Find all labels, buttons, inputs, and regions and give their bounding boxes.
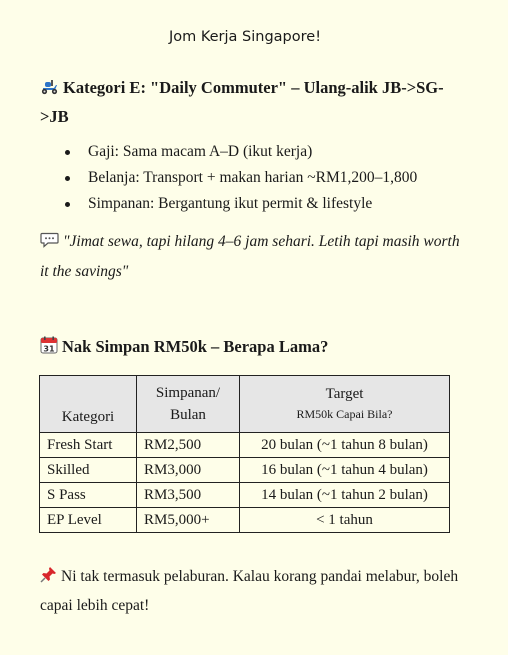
header-simpanan-line1: Simpanan/ <box>155 385 221 401</box>
header-target <box>240 376 450 433</box>
category-e-title: Kategori E: "Daily Commuter" – Ulang-alik JB->SG->JB <box>40 78 444 126</box>
footnote-text: Ni tak termasuk pelaburan. Kalau korang pandai melabur, boleh capai lebih cepat! <box>40 568 459 614</box>
header-simpanan <box>137 376 240 433</box>
table-row <box>40 433 450 458</box>
cell-target: 20 bulan (~1 tahun 8 bulan) <box>240 433 450 458</box>
cell-kategori: EP Level <box>40 508 137 533</box>
svg-text:31: 31 <box>43 344 55 354</box>
category-e-list <box>40 139 417 217</box>
cell-simpanan: RM5,000+ <box>137 508 240 533</box>
footnote <box>40 563 460 619</box>
header-target-label: Target <box>325 386 364 402</box>
list-item: Simpanan: Bergantung ikut permit & lifestyle <box>40 191 417 217</box>
scooter-icon <box>40 76 59 103</box>
cell-kategori: S Pass <box>40 483 137 508</box>
quote-text: "Jimat sewa, tapi hilang 4–6 jam sehari. Letih tapi masih worth it the savings" <box>40 233 460 280</box>
cell-target: 16 bulan (~1 tahun 4 bulan) <box>240 458 450 483</box>
savings-title: Nak Simpan RM50k – Berapa Lama? <box>62 337 329 356</box>
speech-bubble-icon <box>40 230 59 258</box>
savings-table <box>39 375 450 533</box>
page-header: Jom Kerja Singapore! <box>168 29 322 45</box>
category-e-heading <box>40 74 460 130</box>
cell-simpanan: RM2,500 <box>137 433 240 458</box>
table-header-row <box>40 376 450 433</box>
header-simpanan-line2: Bulan <box>170 407 206 423</box>
cell-kategori: Fresh Start <box>40 433 137 458</box>
cell-target: < 1 tahun <box>240 508 450 533</box>
calendar-icon <box>40 335 58 362</box>
header-target-sub: RM50k Capai Bila? <box>296 407 393 421</box>
table-row <box>40 508 450 533</box>
cell-kategori: Skilled <box>40 458 137 483</box>
pushpin-icon <box>40 565 57 592</box>
cell-simpanan: RM3,000 <box>137 458 240 483</box>
list-item: Gaji: Sama macam A–D (ikut kerja) <box>40 139 417 165</box>
table-row <box>40 483 450 508</box>
savings-heading <box>40 333 460 362</box>
cell-target: 14 bulan (~1 tahun 2 bulan) <box>240 483 450 508</box>
cell-simpanan: RM3,500 <box>137 483 240 508</box>
table-row <box>40 458 450 483</box>
category-e-quote <box>40 228 460 286</box>
list-item: Belanja: Transport + makan harian ~RM1,200–1,800 <box>40 165 417 191</box>
header-kategori: Kategori <box>40 376 137 433</box>
